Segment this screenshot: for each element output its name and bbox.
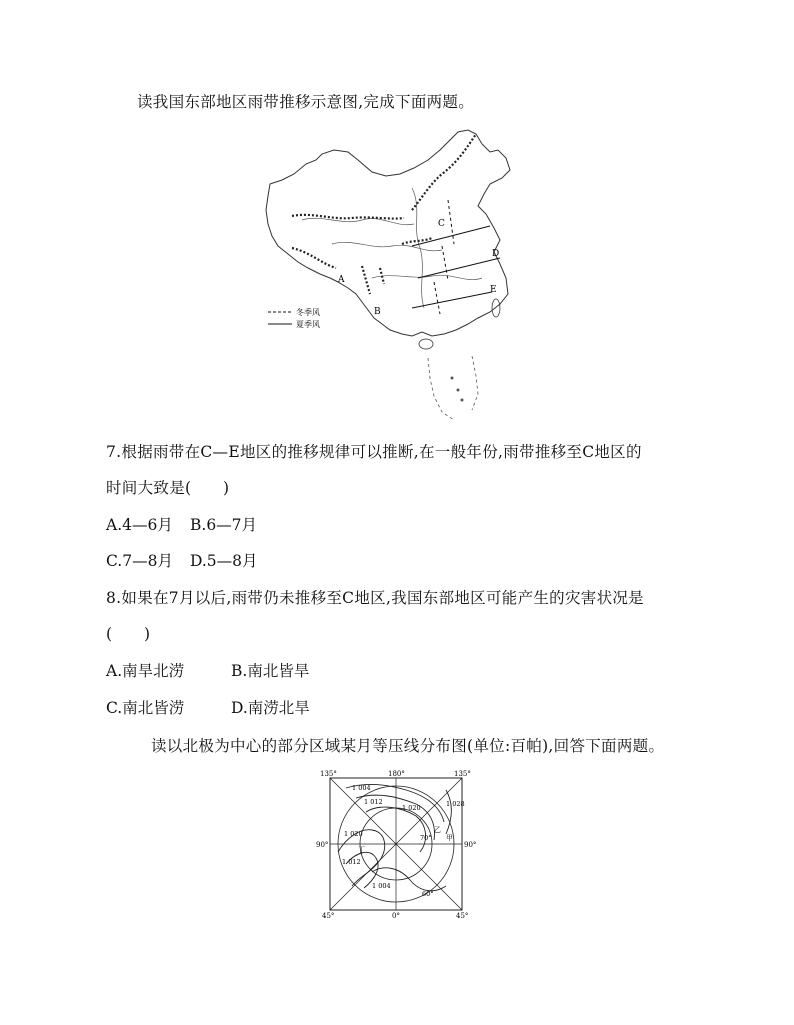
place-label-yi: 乙 bbox=[434, 826, 441, 834]
latitude-label-60: 60° bbox=[422, 890, 434, 898]
label-c: C bbox=[438, 219, 445, 229]
label-e: E bbox=[490, 285, 497, 295]
place-label-jia: 甲 bbox=[446, 834, 453, 842]
label-top-mid: 180° bbox=[388, 770, 405, 778]
label-bottom-mid: 0° bbox=[392, 912, 400, 920]
taiwan-island bbox=[492, 299, 500, 317]
mountain-ranges bbox=[292, 134, 476, 294]
q8-option-a[interactable]: A.南旱北涝 bbox=[106, 662, 185, 680]
isobar-label-1020-a: 1 020 bbox=[402, 804, 421, 812]
rain-belt-map bbox=[262, 128, 532, 428]
q7-option-a[interactable]: A.4—6月 bbox=[106, 516, 173, 534]
q8-stem-line-1: 8.如果在7月以后,雨带仍未推移至C地区,我国东部地区可能产生的灾害状况是 bbox=[106, 589, 644, 607]
q7-option-d[interactable]: D.5—8月 bbox=[190, 552, 258, 570]
intro-text-2: 读以北极为中心的部分区域某月等压线分布图(单位:百帕),回答下面两题。 bbox=[151, 737, 665, 755]
q8-stem-line-2: ( ) bbox=[106, 625, 151, 643]
legend-summer: 夏季风 bbox=[296, 320, 320, 329]
q8-option-b[interactable]: B.南北皆旱 bbox=[231, 662, 310, 680]
isobar-label-1012-a: 1 012 bbox=[364, 798, 383, 806]
label-right-mid: 90° bbox=[464, 841, 476, 849]
label-b: B bbox=[374, 307, 381, 317]
label-corner-tr: 135° bbox=[454, 770, 471, 778]
summer-monsoon-arrows bbox=[412, 226, 500, 308]
label-d: D bbox=[492, 249, 500, 259]
label-corner-br: 45° bbox=[456, 912, 469, 920]
hainan-island bbox=[419, 339, 433, 349]
place-label-ding: 丁 bbox=[358, 846, 365, 854]
legend-winter: 冬季风 bbox=[296, 308, 320, 317]
label-corner-bl: 45° bbox=[322, 912, 335, 920]
label-a: A bbox=[338, 275, 345, 285]
isobar-label-1020-b: 1 020 bbox=[344, 830, 363, 838]
q7-stem-line-2: 时间大致是( ) bbox=[106, 479, 230, 497]
q8-option-d[interactable]: D.南涝北旱 bbox=[231, 699, 310, 717]
q7-stem-line-1: 7.根据雨带在C—E地区的推移规律可以推断,在一般年份,雨带推移至C地区的 bbox=[106, 443, 642, 461]
latitude-label-70: 70° bbox=[420, 834, 432, 842]
label-left-mid: 90° bbox=[316, 841, 329, 849]
q7-option-b[interactable]: B.6—7月 bbox=[190, 516, 258, 534]
china-outline bbox=[266, 130, 510, 336]
label-corner-tl: 135° bbox=[320, 770, 337, 778]
q7-option-c[interactable]: C.7—8月 bbox=[106, 552, 173, 570]
isobar-label-1028: 1 028 bbox=[446, 800, 465, 808]
q8-option-c[interactable]: C.南北皆涝 bbox=[106, 699, 185, 717]
map-legend bbox=[268, 307, 320, 329]
isobar-label-1004-b: 1 004 bbox=[372, 882, 391, 890]
isobar-label-1004-a: 1 004 bbox=[352, 784, 371, 792]
intro-text-1: 读我国东部地区雨带推移示意图,完成下面两题。 bbox=[137, 93, 475, 111]
isobar-map bbox=[316, 768, 476, 920]
winter-monsoon-arrows bbox=[434, 200, 454, 314]
isobar-label-1012-b: 1 012 bbox=[342, 858, 361, 866]
